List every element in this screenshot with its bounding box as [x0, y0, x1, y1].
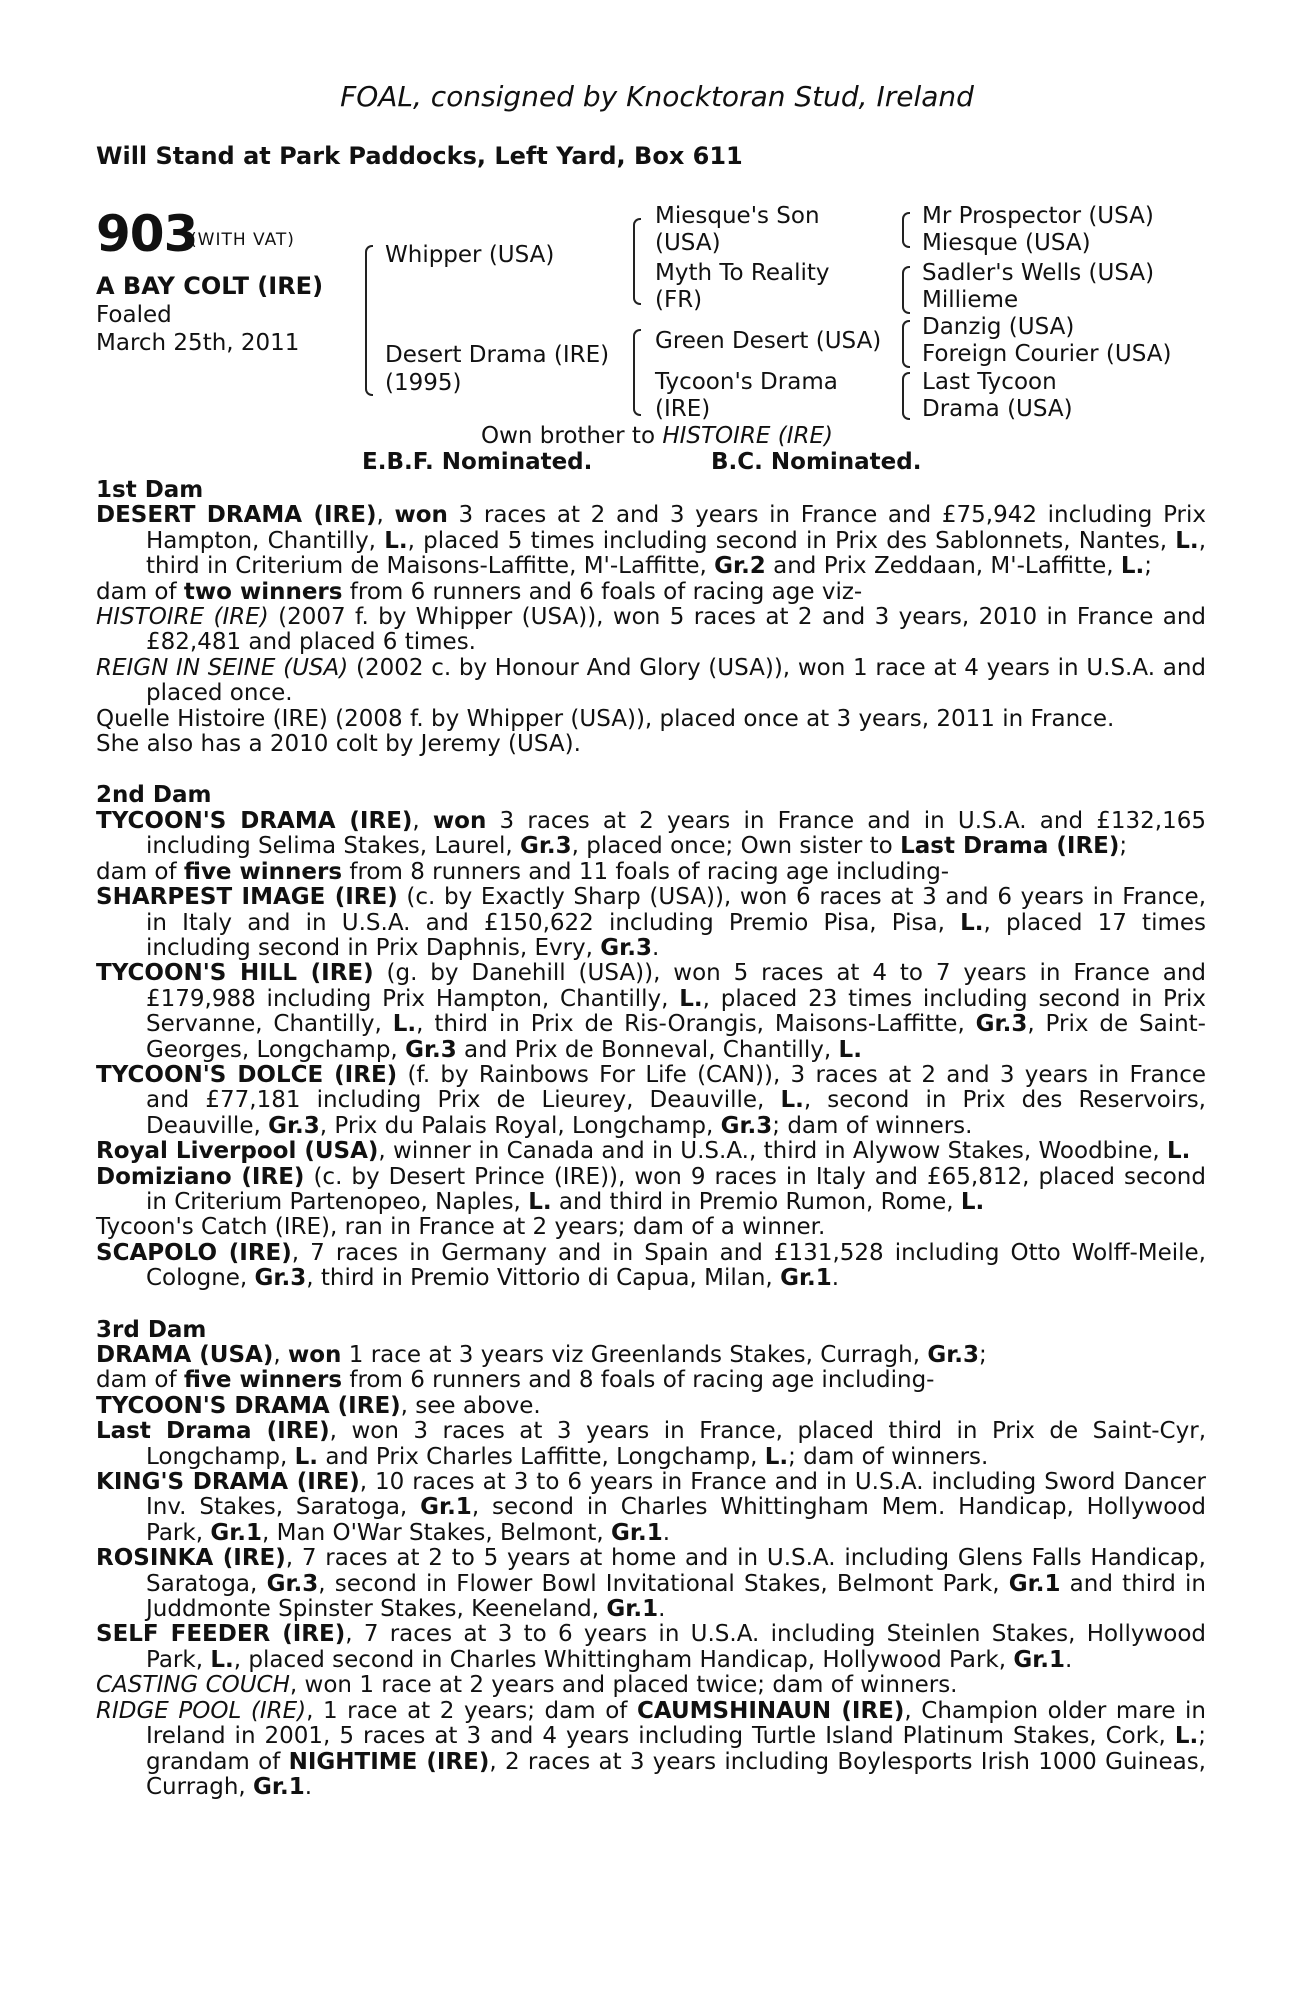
bc-nominated: B.C. Nominated.	[711, 449, 922, 475]
produce-kings-drama: KING'S DRAMA (IRE), 10 races at 3 to 6 years in France and in U.S.A. including Sword Dancer Inv. Stakes, Saratoga, Gr.1, second in Charles Whittingham Mem. Handicap, Hollywood Park, Gr.1, Man O'War Stakes, Belmont, Gr.1.	[96, 1469, 1206, 1546]
pedigree-ddd: Drama (USA)	[922, 396, 1073, 422]
pedigree-dss: Danzig (USA)	[922, 314, 1075, 340]
produce-histoire: HISTOIRE (IRE) (2007 f. by Whipper (USA)), won 5 races at 2 and 3 years, 2010 in France and £82,481 and placed 6 times.	[96, 604, 1206, 656]
pedigree-brace-6	[902, 320, 910, 368]
third-dam-produce-summary: dam of five winners from 6 runners and 8 foals of racing age including-	[96, 1367, 935, 1394]
pedigree-sss: Mr Prospector (USA)	[922, 203, 1154, 229]
first-dam-produce-summary: dam of two winners from 6 runners and 6 foals of racing age viz-	[96, 578, 863, 605]
produce-tycoons-hill: TYCOON'S HILL (IRE) (g. by Danehill (USA)), won 5 races at 4 to 7 years in France and £179,988 including Prix Hampton, Chantilly, L., placed 23 times including second in Prix Servanne, Chantilly, L., third in Prix de Ris-Orangis, Maisons-Laffitte, Gr.3, Prix de Saint-Georges, Longchamp, Gr.3 and Prix de Bonneval, Chantilly, L.	[96, 960, 1207, 1063]
pedigree-dam-year: (1995)	[385, 370, 462, 396]
third-dam-record: DRAMA (USA), won 1 race at 3 years viz Greenlands Stakes, Curragh, Gr.3;	[96, 1342, 987, 1368]
pedigree-sdd: Millieme	[922, 287, 1019, 313]
produce-sharpest-image: SHARPEST IMAGE (IRE) (c. by Exactly Sharp (USA)), won 6 races at 3 and 6 years in France, in Italy and in U.S.A. and £150,622 including Premio Pisa, Pisa, L., placed 17 times including second in Prix Daphnis, Evry, Gr.3.	[96, 884, 1206, 961]
pedigree-sds: Sadler's Wells (USA)	[922, 260, 1155, 286]
pedigree-dam-dam-country: (IRE)	[655, 396, 711, 422]
first-dam-note: She also has a 2010 colt by Jeremy (USA).	[96, 731, 581, 758]
second-dam-produce-summary: dam of five winners from 8 runners and 11 foals of racing age including-	[96, 858, 950, 885]
foaled-label: Foaled	[96, 302, 172, 328]
pedigree-dam: Desert Drama (IRE)	[385, 342, 610, 368]
own-brother-note	[0, 423, 1314, 449]
own-brother-prefix: Own brother to	[480, 423, 663, 449]
first-dam-heading: 1st Dam	[96, 477, 204, 503]
produce-reign-in-seine: REIGN IN SEINE (USA) (2002 c. by Honour And Glory (USA)), won 1 race at 4 years in U.S.A. and placed once.	[96, 654, 1207, 707]
produce-last-drama: Last Drama (IRE), won 3 races at 3 years in France, placed third in Prix de Saint-Cyr, Longchamp, L. and Prix Charles Laffitte, Longchamp, L.; dam of winners.	[96, 1418, 1206, 1470]
produce-ridge-pool: RIDGE POOL (IRE), 1 race at 2 years; dam of CAUMSHINAUN (IRE), Champion older mare in Ireland in 2001, 5 races at 3 and 4 years including Turtle Island Platinum Stakes, Cork, L.; grandam of NIGHTIME (IRE), 2 races at 3 years including Boylesports Irish 1000 Guineas, Curragh, Gr.1.	[96, 1697, 1206, 1800]
dam-details	[96, 478, 1206, 1800]
pedigree-brace-5	[902, 266, 910, 314]
pedigree-sire-dam-country: (FR)	[655, 287, 703, 313]
produce-tycoons-drama-ref: TYCOON'S DRAMA (IRE), see above.	[96, 1392, 541, 1419]
lot-number: 903	[96, 205, 198, 263]
stand-location: Will Stand at Park Paddocks, Left Yard, Box 611	[96, 142, 743, 170]
pedigree-ssd: Miesque (USA)	[922, 230, 1091, 256]
second-dam-heading: 2nd Dam	[96, 782, 212, 809]
vat-label: (WITH VAT)	[190, 230, 295, 250]
pedigree-dam-sire: Green Desert (USA)	[655, 328, 882, 354]
third-dam-heading: 3rd Dam	[96, 1316, 207, 1343]
produce-domiziano: Domiziano (IRE) (c. by Desert Prince (IRE)), won 9 races in Italy and £65,812, placed second in Criterium Partenopeo, Naples, L. and third in Premio Rumon, Rome, L.	[96, 1163, 1206, 1215]
second-dam-record: TYCOON'S DRAMA (IRE), won 3 races at 2 years in France and in U.S.A. and £132,165 including Selima Stakes, Laurel, Gr.3, placed once; Own sister to Last Drama (IRE);	[96, 807, 1206, 860]
foaled-date: March 25th, 2011	[96, 330, 300, 356]
pedigree-dam-dam: Tycoon's Drama	[655, 369, 838, 395]
produce-royal-liverpool: Royal Liverpool (USA), winner in Canada and in U.S.A., third in Alywow Stakes, Woodbine, L.	[96, 1138, 1191, 1165]
produce-casting-couch: CASTING COUCH, won 1 race at 2 years and placed twice; dam of winners.	[96, 1672, 958, 1699]
pedigree-sire: Whipper (USA)	[385, 242, 555, 268]
produce-tycoons-dolce: TYCOON'S DOLCE (IRE) (f. by Rainbows For Life (CAN)), 3 races at 2 and 3 years in France and £77,181 including Prix de Lieurey, Deauville, L., second in Prix des Reservoirs, Deauville, Gr.3, Prix du Palais Royal, Longchamp, Gr.3; dam of winners.	[96, 1061, 1207, 1139]
produce-tycoons-catch: Tycoon's Catch (IRE), ran in France at 2 years; dam of a winner.	[96, 1214, 826, 1241]
pedigree-brace-1	[365, 245, 373, 396]
produce-quelle-histoire: Quelle Histoire (IRE) (2008 f. by Whipper (USA)), placed once at 3 years, 2011 in France.	[96, 705, 1115, 732]
pedigree-brace-2	[633, 218, 641, 305]
pedigree-brace-4	[902, 212, 910, 248]
page-title: FOAL, consigned by Knocktoran Stud, Ireland	[340, 80, 974, 113]
pedigree-brace-3	[633, 329, 641, 416]
first-dam-record: DESERT DRAMA (IRE), won 3 races at 2 and 3 years in France and £75,942 including Prix Hampton, Chantilly, L., placed 5 times including second in Prix des Sablonnets, Nantes, L., third in Criterium de Maisons-Laffitte, M'-Laffitte, Gr.2 and Prix Zeddaan, M'-Laffitte, L.;	[96, 502, 1206, 580]
pedigree-dsd: Foreign Courier (USA)	[922, 341, 1172, 367]
pedigree-sire-sire: Miesque's Son	[655, 203, 820, 229]
pedigree-sire-dam: Myth To Reality	[655, 260, 830, 286]
produce-scapolo: SCAPOLO (IRE), 7 races in Germany and in Spain and £131,528 including Otto Wolff-Meile, Cologne, Gr.3, third in Premio Vittorio di Capua, Milan, Gr.1.	[96, 1239, 1206, 1292]
produce-self-feeder: SELF FEEDER (IRE), 7 races at 3 to 6 years in U.S.A. including Steinlen Stakes, Hollywood Park, L., placed second in Charles Whittingham Handicap, Hollywood Park, Gr.1.	[96, 1621, 1207, 1673]
pedigree-dds: Last Tycoon	[922, 369, 1057, 395]
pedigree-sire-sire-country: (USA)	[655, 230, 721, 256]
ebf-nominated: E.B.F. Nominated.	[362, 449, 593, 475]
pedigree-brace-7	[902, 372, 910, 420]
lot-name: A BAY COLT (IRE)	[96, 272, 324, 300]
own-brother-name: HISTOIRE (IRE)	[662, 423, 834, 449]
produce-rosinka: ROSINKA (IRE), 7 races at 2 to 5 years at home and in U.S.A. including Glens Falls Handicap, Saratoga, Gr.3, second in Flower Bowl Invitational Stakes, Belmont Park, Gr.1 and third in Juddmonte Spinster Stakes, Keeneland, Gr.1.	[96, 1545, 1206, 1623]
